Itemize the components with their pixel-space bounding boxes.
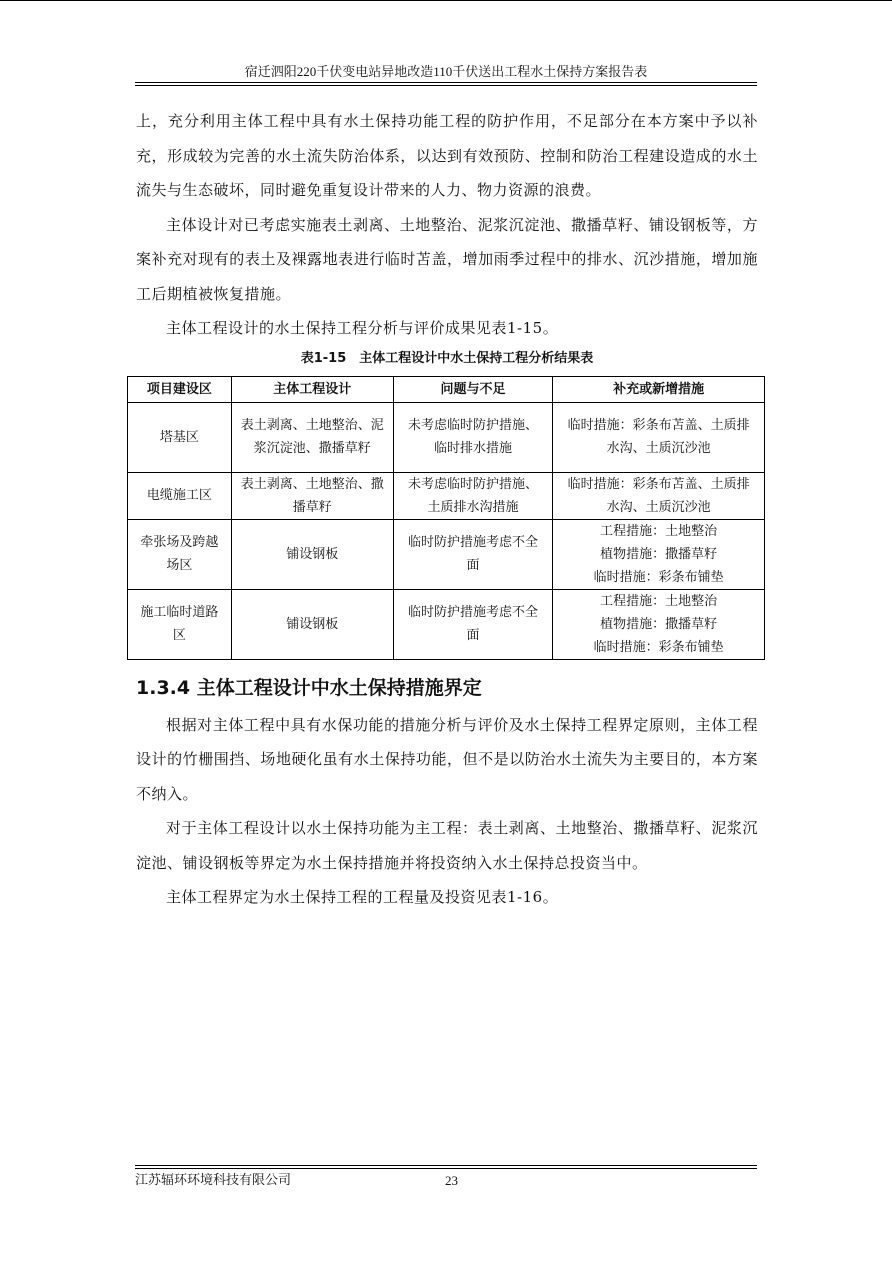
page-number: 23	[445, 1173, 458, 1188]
table-row	[128, 589, 765, 659]
analysis-table	[127, 376, 765, 660]
cell-design: 铺设钢板	[231, 519, 393, 589]
cell-design: 铺设钢板	[231, 589, 393, 659]
footer-rule-2	[135, 1168, 757, 1169]
header-rule	[135, 82, 757, 83]
paragraph-1: 上，充分利用主体工程中具有水土保持功能工程的防护作用，不足部分在本方案中予以补充，形成较为完善的水土流失防治体系，以达到有效预防、控制和防治工程建设造成的水土流失与生态破坏，同时避免重复设计带来的人力、物力资源的浪费。	[136, 112, 758, 199]
table-row	[128, 402, 765, 472]
cell-measures	[553, 472, 765, 519]
section-heading: 1.3.4 主体工程设计中水土保持措施界定	[136, 676, 482, 699]
measure-line: 工程措施：土地整治	[600, 593, 718, 609]
measure-line: 临时措施：彩条布苫盖、土质排水沟、土质沉沙池	[567, 476, 750, 515]
cell-design: 表土剥离、土地整治、撒播草籽	[231, 472, 393, 519]
cell-issue: 未考虑临时防护措施、土质排水沟措施	[393, 472, 553, 519]
page-header-title: 宿迁泗阳220千伏变电站异地改造110千伏送出工程水土保持方案报告表	[244, 64, 648, 79]
cell-measures	[553, 402, 765, 472]
paragraph-5: 对于主体工程设计以水土保持功能为主工程：表土剥离、土地整治、撒播草籽、泥浆沉淀池、铺设钢板等界定为水土保持措施并将投资纳入水土保持总投资当中。	[136, 819, 758, 872]
cell-area: 电缆施工区	[128, 472, 232, 519]
page-top-border	[0, 0, 892, 1]
paragraph-3: 主体工程设计的水土保持工程分析与评价成果见表1-15。	[166, 319, 559, 337]
header-rule-2	[135, 85, 757, 86]
header-measures: 补充或新增措施	[553, 376, 765, 402]
measure-line: 植物措施：撒播草籽	[600, 616, 718, 632]
cell-issue: 临时防护措施考虑不全面	[393, 589, 553, 659]
footer-rule	[135, 1165, 757, 1166]
paragraph-2: 主体设计对已考虑实施表土剥离、土地整治、泥浆沉淀池、撒播草籽、铺设钢板等，方案补充对现有的表土及裸露地表进行临时苫盖，增加雨季过程中的排水、沉沙措施，增加施工后期植被恢复措施。	[136, 215, 758, 303]
cell-issue: 临时防护措施考虑不全面	[393, 519, 553, 589]
measure-line: 临时措施：彩条布铺垫	[593, 569, 724, 585]
table-row	[128, 519, 765, 589]
cell-area: 塔基区	[128, 402, 232, 472]
cell-area: 牵张场及跨越场区	[128, 519, 232, 589]
table-row	[128, 472, 765, 519]
cell-issue: 未考虑临时防护措施、临时排水措施	[393, 402, 553, 472]
page-content	[136, 104, 758, 915]
footer-company: 江苏辐环环境科技有限公司	[135, 1173, 292, 1188]
table-caption: 表1-15 主体工程设计中水土保持工程分析结果表	[300, 350, 594, 366]
cell-measures	[553, 589, 765, 659]
paragraph-4: 根据对主体工程中具有水保功能的措施分析与评价及水土保持工程界定原则，主体工程设计的竹栅围挡、场地硬化虽有水土保持功能，但不是以防治水土流失为主要目的，本方案不纳入。	[136, 715, 758, 803]
paragraph-6: 主体工程界定为水土保持工程的工程量及投资见表1-16。	[166, 888, 559, 906]
measure-line: 工程措施：土地整治	[600, 523, 718, 539]
measure-line: 临时措施：彩条布铺垫	[593, 639, 724, 655]
table-header-row	[128, 376, 765, 402]
measure-line: 植物措施：撒播草籽	[600, 546, 718, 562]
cell-measures	[553, 519, 765, 589]
measure-line: 临时措施：彩条布苫盖、土质排水沟、土质沉沙池	[567, 418, 750, 456]
cell-design: 表土剥离、土地整治、泥浆沉淀池、撒播草籽	[231, 402, 393, 472]
header-issue: 问题与不足	[393, 376, 553, 402]
cell-area: 施工临时道路区	[128, 589, 232, 659]
header-area: 项目建设区	[128, 376, 232, 402]
header-design: 主体工程设计	[231, 376, 393, 402]
